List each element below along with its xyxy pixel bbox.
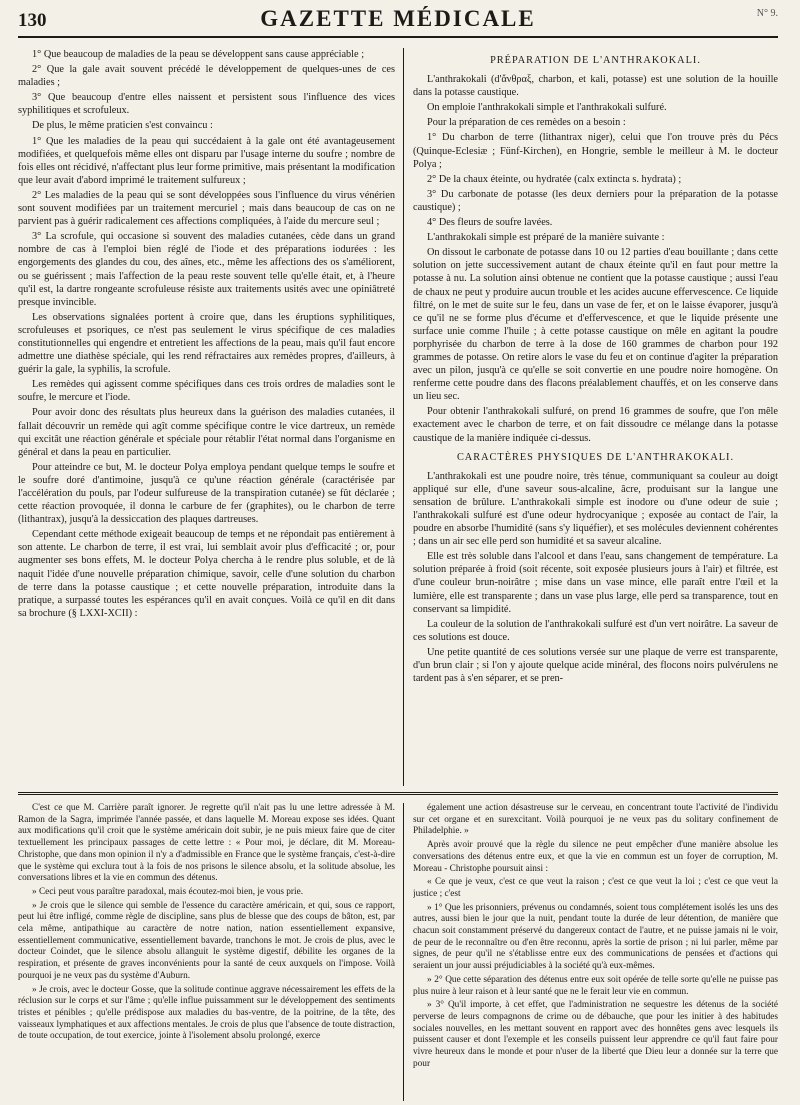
- paragraph: » Je crois, avec le docteur Gosse, que la solitude continue aggrave nécessairement les effets de la réclusion sur le corps et sur l'âme ; qu'elle influe puissamment sur le développement des sentiments tristes et pénibles ; qu'elle prédispose aux maladies du bas-ventre, de la poitrine, de la tête, des vaisseaux lymphatiques et aux affections mentales. Je crois de plus que l'absence de toute distraction, de toute occupation, de tout exercice, jointe à l'isolement absolu prolongé, exerce: [18, 984, 395, 1042]
- paragraph: » 3° Qu'il importe, à cet effet, que l'administration ne sequestre les détenus de la société perverse de leurs compagnons de crime ou de débauche, que pour les initier à des habitudes sociales nouvelles, en les mettant souvent en rapport avec des honnêtes gens avec lesquels ils puissent causer et dont l'exemple et les conseils puissent leur apprendre ce qu'il faut faire pour vivre heureux dans le monde et pour n'user de la liberté que Dieu leur a donnée sur la terre que pour: [413, 1000, 778, 1069]
- paragraph: C'est ce que M. Carrière paraît ignorer. Je regrette qu'il n'ait pas lu une lettre adressée à M. Ramon de la Sagra, imprimée l'année passée, et dans laquelle M. Moreau expose ses idées. Quant aux modifications qu'il croit que le système américain doit subir, je ne puis mieux faire que de citer textuellement les principaux passages de cette lettre : « Pour moi, je déclare, dit M. Moreau-Christophe, que dans mon opinion il n'y a d'admissible en France que le système français, c'est-à-dire que le système qui exclura tout à la fois de nos prisons le silence absolu, et la solitude absolue, les conversations libres et la vie en commun des détenus.: [18, 803, 395, 884]
- paragraph: Pour la préparation de ces remèdes on a besoin :: [427, 117, 626, 129]
- feuilleton-right-column: [413, 803, 778, 1101]
- paragraph: Une petite quantité de ces solutions versée sur une plaque de verre est transparente, d'un brun clair ; si l'on y ajoute quelque acide minéral, des flocons noirs pulvérulens ne tardent pas à s'en séparer, et se pren-: [413, 646, 778, 685]
- paragraph: La couleur de la solution de l'anthrakokali sulfuré est d'un vert noirâtre. La saveur de ces solutions est douce.: [413, 618, 778, 643]
- paragraph: 1° Que les maladies de la peau qui succédaient à la gale ont été avantageusement modifiées, et quelquefois même elles ont disparu par l'usage interne du soufre ; nombre de fois elles ont récidivé, n'affectant plus leur forme primitive, mais présentant la modification que leur avait d'abord imprimé le traitement sulfureux ;: [18, 135, 395, 186]
- paragraph: Pour avoir donc des résultats plus heureux dans la guérison des maladies cutanées, il fallait découvrir un remède qui agît comme spécifique contre le vice dartreux, un remède qui excitât une réaction générale et spéciale pour rétablir l'état normal dans l'organisme en général et dans la peau en particulier.: [18, 407, 395, 458]
- page-number: 130: [18, 10, 47, 31]
- paragraph: » Je crois que le silence qui semble de l'essence du caractère américain, et qui, sous ce rapport, peut lui être infligé, comme règle de discipline, sans plus de blesse que des coups de bâton, est, par cela même, antipathique au caractère de notre nation, nation essentiellement expansive, essentiellement communicative, essentiellement bavarde, tranchons le mot. Je crois de plus, avec le docteur Coindet, que le silence absolu allanguit le système digestif, débilite les organes de la respiration, et présente de graves inconvénients pour la santé de ceux auxquels on l'impose. Voilà pourquoi je ne veux pas du système d'Auburn.: [18, 900, 395, 981]
- paragraph: On emploie l'anthrakokali simple et l'anthrakokali sulfuré.: [427, 102, 667, 114]
- paragraph: Après avoir prouvé que la règle du silence ne peut empêcher d'une manière absolue les conversations des détenus entre eux, et que la vie en commun est un foyer de corruption, M. Moreau - Christophe poursuit ainsi :: [413, 840, 778, 874]
- section-heading: CARACTÈRES PHYSIQUES DE L'ANTHRAKOKALI.: [456, 451, 735, 463]
- paragraph: 1° Que beaucoup de maladies de la peau se développent sans cause appréciable ;: [32, 49, 365, 60]
- paragraph: De plus, le même praticien s'est convaincu :: [32, 120, 213, 132]
- paragraph: L'anthrakokali est une poudre noire, très ténue, communiquant sa couleur au doigt appliqué sur elle, d'une saveur sous-alcaline, âcre, produisant sur la langue une sensation de brûlure. L'anthrakokali simple est inodore ou d'une odeur de suie ; l'anthrakokali sulfuré est d'une odeur hydrocyanique ; exposée au contact de l'air, la poudre en absorbe l'humidité (sans s'y liquéfier), et ses molécules deviennent cohérentes ; dans un air sec elle perd son humidité et sa saveur alcaline.: [413, 470, 778, 548]
- paragraph: 3° Du carbonate de potasse (les deux derniers pour la préparation de la potasse caustique) ;: [413, 188, 778, 213]
- paragraph: On dissout le carbonate de potasse dans 10 ou 12 parties d'eau bouillante ; dans cette solution on jette successivement autant de chaux éteinte qu'il en faut pour mettre la potasse à nu. La solution ainsi obtenue ne contient que la potasse caustique ; aussi l'eau de chaux ne peut y produire aucun trouble et les acides aucune effervescence. Ce liquide filtré, on le met de suite sur le feu, dans un vase de fer, et on le laisse évaporer, jusqu'à ce qu'il ne se forme plus d'écume et d'effervescence, et que le liquide présente une surface unie comme l'huile ; à cette potasse caustique on mêle en agitant la poudre porphyrisée du charbon de terre à la dose de 160 grammes de charbon pour 192 grammes de potasse. On retire alors le vase du feu et on continue d'agiter la préparation avec un pilon, jusqu'à ce qu'elle se soit convertie en une poudre noire homogène. On renferme cette poudre dans des flacons préalablement chauffés, et on les conserve dans un lieu sec.: [413, 247, 778, 403]
- paragraph: 4° Des fleurs de soufre lavées.: [427, 217, 553, 229]
- paragraph: » 2° Que cette séparation des détenus entre eux soit opérée de telle sorte qu'elle ne puisse pas plus nuire à leur raison et à leur santé que ne le ferait leur vie en commun.: [413, 974, 778, 997]
- paragraph: également une action désastreuse sur le cerveau, en concentrant toute l'activité de l'individu sur cet organe et en surexcitant. Voilà pourquoi je ne veux pas du solitary confinement de Philadelphie. »: [413, 803, 778, 837]
- corner-mark: N° 9.: [756, 8, 778, 19]
- paragraph: 3° La scrofule, qui occasione si souvent des maladies cutanées, cède dans un grand nombre de cas à l'emploi bien réglé de l'iode et des préparations iodurées : les engorgements des glandes du cou, des aînes, etc., même les affections des os s'améliorent, ou se guérissent ; mais l'affection de la peau reste souvent telle qu'elle était, et, à l'heure qu'il est, la dartre rongeante scrofuleuse résiste aux traitements usités avec une opiniâtreté presque invincible.: [18, 231, 395, 308]
- paragraph: L'anthrakokali (d'ἄνθραξ, charbon, et kali, potasse) est une solution de la houille dans la potasse caustique.: [413, 74, 778, 99]
- paragraph: Les observations signalées portent à croire que, dans les éruptions syphilitiques, scrofuleuses et psoriques, ce n'est pas seulement le virus spécifique de ces maladies constitutionnelles qui engendre et entretient les affections de la peau, mais qu'il faut encore admettre une diathèse spéciale, qui les rend réfractaires aux remèdes propres, d'ailleurs, à guérir la gale, la syphilis, la scrofule.: [18, 311, 395, 376]
- paragraph: » Ceci peut vous paraître paradoxal, mais écoutez-moi bien, je vous prie.: [32, 886, 304, 897]
- journal-title: GAZETTE MÉDICALE: [260, 6, 536, 31]
- feuilleton-left-column: [18, 803, 395, 1101]
- paragraph: Pour atteindre ce but, M. le docteur Polya employa pendant quelque temps le soufre et le soufre doré d'antimoine, jusqu'à ce qu'une réaction générale (caractérisée par l'accélération du pouls, par l'odeur sulfureuse de la transpiration cutanée) se fût déclarée ; cette réaction provoquée, il donna le carbure de fer (graphites), ou le charbon de terre (lithantrax), jusqu'à la dessiccation des plaques dartreuses.: [18, 461, 395, 526]
- right-column: [413, 48, 778, 786]
- feuilleton: [18, 803, 778, 1101]
- paragraph: Elle est très soluble dans l'alcool et dans l'eau, sans changement de température. La solution préparée à froid (soit récente, soit exposée plusieurs jours à l'air) et filtrée, est d'une couleur brun-noirâtre ; mise dans un vase mince, elle paraît entre l'œil et la lumière, elle est transparente ; dans un vase plus large, elle perd sa transparence, tout en conservant sa limpidité.: [413, 551, 778, 615]
- feuilleton-separator: [18, 792, 778, 795]
- paragraph: 2° Les maladies de la peau qui se sont développées sous l'influence du virus vénérien sont souvent modifiées par un traitement mercuriel ; mais dans beaucoup de cas on ne parvient pas à guérir radicalement ces affections compliquées, à l'aide du mercure seul ;: [18, 189, 395, 228]
- section-heading: PRÉPARATION DE L'ANTHRAKOKALI.: [490, 55, 701, 66]
- paragraph: L'anthrakokali simple est préparé de la manière suivante :: [427, 232, 665, 244]
- column-rule: [403, 48, 404, 786]
- left-column: [18, 48, 395, 786]
- paragraph: 3° Que beaucoup d'entre elles naissent et persistent sous l'influence des vices syphilitiques et scrofuleux.: [18, 92, 395, 117]
- paragraph: Les remèdes qui agissent comme spécifiques dans ces trois ordres de maladies sont le soufre, le mercure et l'iode.: [18, 379, 395, 404]
- paragraph: Pour obtenir l'anthrakokali sulfuré, on prend 16 grammes de soufre, que l'on mêle exactement avec le charbon de terre, et on fait dissoudre ce mélange dans la potasse caustique de la manière indiquée ci-dessus.: [413, 406, 778, 444]
- paragraph: 2° Que la gale avait souvent précédé le développement de quelques-unes de ces maladies ;: [18, 64, 395, 89]
- paragraph: « Ce que je veux, c'est ce que veut la raison ; c'est ce que veut la loi ; c'est ce que veut la justice ; c'est: [413, 877, 778, 899]
- column-rule: [403, 803, 404, 1101]
- paragraph: » 1° Que les prisonniers, prévenus ou condamnés, soient tous complétement isolés les uns des autres, aussi bien le jour que la nuit, pendant toute la durée de leur détention, de manière que chacun soit constamment préservé du dangereux contact de l'autre, et ne puisse jamais ni le voir, de peur de le reconnaître ou d'en être reconnu, après la sortie de prison ; ni lui parler, même par signes, de peur qu'il ne s'établisse entre eux des communications de pensées et d'actions qui seraient un jour aussi préjudiciables à la société qu'à eux-mêmes.: [413, 902, 778, 972]
- paragraph: Cependant cette méthode exigeait beaucoup de temps et ne répondait pas entièrement à son attente. Le charbon de terre, il est vrai, lui semblait avoir plus d'efficacité ; or, pour augmenter ses bons effets, M. le docteur Polya chercha à le rendre plus soluble, et de là naquit l'idée d'une nouvelle préparation chimique, savoir, celle d'une solution du charbon de terre dans la potasse caustique ; et cette nouvelle préparation, introduite dans la pratique, a surpassé toutes les espérances qu'il en avait conçues. Voilà ce qu'il en dit dans sa brochure (§ LXXI-XCII) :: [18, 529, 395, 619]
- main-article: [18, 48, 778, 786]
- page-header: [18, 6, 778, 38]
- paragraph: 2° De la chaux éteinte, ou hydratée (calx extincta s. hydrata) ;: [427, 173, 682, 185]
- paragraph: 1° Du charbon de terre (lithantrax niger), celui que l'on trouve près du Pécs (Quinque-Eclesiæ ; Fünf-Kirchen), en Hongrie, semble le meilleur à M. le docteur Polya ;: [413, 132, 778, 170]
